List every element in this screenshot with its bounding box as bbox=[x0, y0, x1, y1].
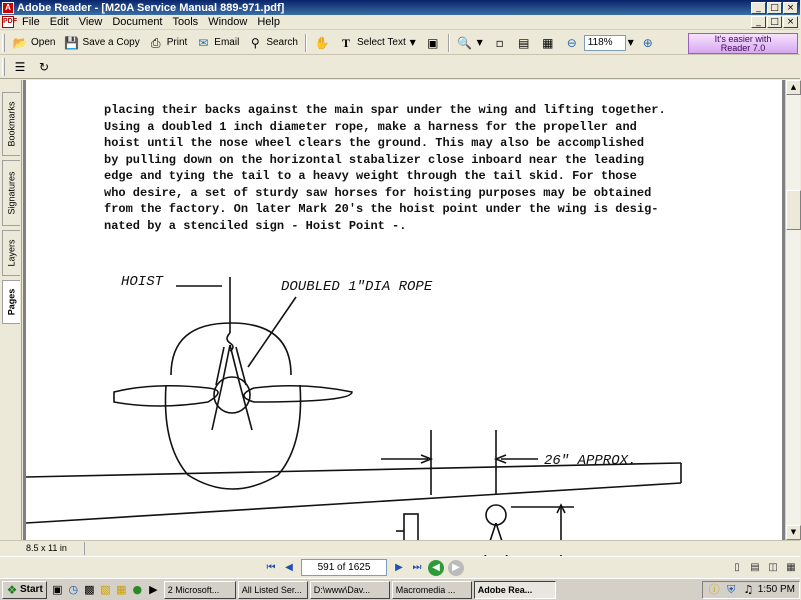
clock: 1:50 PM bbox=[757, 584, 795, 595]
pdf-document-icon[interactable]: PDF bbox=[2, 16, 14, 28]
menu-window[interactable]: Window bbox=[208, 16, 248, 28]
actual-size-button[interactable] bbox=[488, 33, 512, 53]
start-button[interactable] bbox=[2, 581, 47, 599]
explorer-icon[interactable]: ▦ bbox=[116, 583, 127, 596]
promo-line-2: Reader 7.0 bbox=[720, 43, 766, 53]
tab-bookmarks[interactable] bbox=[2, 92, 20, 156]
shield-icon[interactable]: ⛨ bbox=[727, 583, 736, 596]
page-layout-button[interactable] bbox=[8, 57, 32, 77]
select-text-label: Select Text bbox=[357, 37, 406, 48]
fit-width-button[interactable] bbox=[536, 33, 560, 53]
desktop-icon[interactable]: ▣ bbox=[52, 583, 63, 596]
menu-view[interactable]: View bbox=[78, 16, 103, 28]
media-icon[interactable]: ▶ bbox=[149, 583, 158, 596]
doc-minimize-button[interactable]: _ bbox=[751, 16, 766, 28]
text-line: placing their backs against the main spar under the wing and lifting together. bbox=[104, 103, 666, 117]
task-all-listed[interactable]: All Listed Ser... bbox=[238, 581, 308, 599]
continuous-page-icon[interactable]: ▤ bbox=[750, 561, 760, 573]
title-bar bbox=[0, 0, 800, 15]
go-back-icon[interactable]: ◀ bbox=[428, 560, 444, 576]
doc-restore-button[interactable]: □ bbox=[767, 16, 782, 28]
menu-document[interactable]: Document bbox=[112, 16, 163, 28]
zoom-out-icon: ⊖ bbox=[566, 35, 577, 50]
zoom-out-button[interactable] bbox=[560, 33, 584, 53]
page-layout-icon: ☰ bbox=[14, 59, 26, 74]
scroll-thumb[interactable] bbox=[786, 190, 801, 230]
windows-taskbar bbox=[0, 578, 800, 600]
toolbar-grip[interactable] bbox=[2, 58, 5, 76]
close-button[interactable]: × bbox=[783, 2, 798, 14]
pdf-page bbox=[26, 80, 782, 540]
text-cursor-icon: T bbox=[341, 35, 350, 50]
page-body-text bbox=[104, 102, 704, 234]
search-button[interactable] bbox=[243, 33, 302, 53]
menu-tools[interactable]: Tools bbox=[172, 16, 199, 28]
task-adobe-reader[interactable]: Adobe Rea... bbox=[474, 581, 556, 599]
doc-close-button[interactable]: × bbox=[783, 16, 798, 28]
tab-bookmarks-label: Bookmarks bbox=[6, 101, 17, 147]
text-line: hoist until the nose wheel clears the ground. This may also be accomplished bbox=[104, 136, 645, 150]
menu-edit[interactable]: Edit bbox=[49, 16, 69, 28]
text-line: by pulling down on the horizontal stabalizer close inboard near the leading bbox=[104, 152, 645, 167]
scroll-down-icon[interactable]: ▼ bbox=[786, 525, 801, 540]
toolbar-grip[interactable] bbox=[2, 34, 5, 52]
zoom-level-input[interactable]: 118% bbox=[584, 35, 626, 51]
toolbar-separator bbox=[305, 34, 307, 52]
label-hoist: HOIST bbox=[121, 274, 164, 290]
print-button[interactable] bbox=[144, 33, 192, 53]
rotate-view-button[interactable] bbox=[32, 57, 56, 77]
tab-pages[interactable] bbox=[2, 280, 20, 324]
page-number-field[interactable]: 591 of 1625 bbox=[301, 559, 387, 576]
folder-icon[interactable]: ▧ bbox=[100, 583, 111, 596]
text-line: nated by a stenciled sign - Hoist Point -. bbox=[104, 218, 407, 233]
tab-layers-label: Layers bbox=[6, 239, 17, 267]
menu-bar bbox=[0, 15, 800, 30]
snapshot-button[interactable] bbox=[421, 33, 445, 53]
toolbar-separator bbox=[448, 34, 450, 52]
open-button[interactable] bbox=[8, 33, 59, 53]
page-actual-size-icon: ▫ bbox=[495, 35, 504, 50]
maximize-button[interactable]: □ bbox=[767, 2, 782, 14]
go-forward-icon[interactable]: ▶ bbox=[448, 560, 464, 576]
page-navigation-bar bbox=[0, 556, 800, 578]
browser-icon[interactable]: ◷ bbox=[68, 583, 79, 596]
volume-icon[interactable]: ♫ bbox=[743, 583, 754, 596]
secondary-toolbar bbox=[0, 55, 800, 79]
email-label: Email bbox=[214, 37, 240, 48]
email-button[interactable] bbox=[191, 33, 243, 53]
window-title: Adobe Reader - [M20A Service Manual 889-971.pdf] bbox=[17, 1, 285, 14]
page-fit-icon: ▤ bbox=[518, 35, 530, 50]
camera-icon: ▣ bbox=[427, 35, 439, 50]
system-tray bbox=[702, 581, 800, 599]
label-rope: DOUBLED 1"DIA ROPE bbox=[281, 279, 433, 295]
print-label: Print bbox=[166, 37, 188, 48]
windows-logo-icon: ❖ bbox=[6, 582, 18, 597]
page-size-label: 8.5 x 11 in bbox=[0, 542, 85, 555]
save-copy-button[interactable] bbox=[59, 33, 143, 53]
hoisting-diagram bbox=[26, 255, 782, 540]
rotate-icon: ↻ bbox=[38, 59, 50, 74]
binoculars-icon: ⚲ bbox=[250, 35, 260, 50]
text-line: who desire, a set of sturdy saw horses for hoisting purposes may be obtained bbox=[104, 185, 652, 200]
text-line: Using a doubled 1 inch diameter rope, make a harness for the propeller and bbox=[104, 119, 637, 134]
search-label: Search bbox=[266, 37, 298, 48]
select-text-button[interactable] bbox=[334, 33, 421, 53]
quick-launch bbox=[50, 582, 161, 597]
folder-open-icon: 📂 bbox=[12, 35, 28, 50]
first-page-icon[interactable]: ⏮ bbox=[266, 561, 276, 573]
hand-icon: ✋ bbox=[314, 35, 330, 50]
floppy-disk-icon: 💾 bbox=[63, 35, 79, 50]
vertical-scrollbar[interactable] bbox=[785, 80, 800, 540]
info-icon[interactable]: ⓘ bbox=[708, 583, 720, 596]
dropdown-arrow-icon[interactable]: ▼ bbox=[409, 37, 416, 47]
task-macromedia[interactable]: Macromedia ... bbox=[392, 581, 472, 599]
zoom-tool-button[interactable] bbox=[453, 33, 488, 53]
tab-signatures-label: Signatures bbox=[6, 171, 17, 215]
save-copy-label: Save a Copy bbox=[82, 37, 140, 48]
task-microsoft[interactable]: 2 Microsoft... bbox=[164, 581, 236, 599]
facing-pages-icon[interactable]: ◫ bbox=[768, 561, 778, 573]
zoom-in-button[interactable] bbox=[636, 33, 660, 53]
zoom-dropdown-icon[interactable]: ▼ bbox=[627, 37, 634, 47]
printer-icon: ⎙ bbox=[150, 35, 161, 50]
main-toolbar bbox=[0, 31, 800, 55]
adobe-reader-icon: A bbox=[2, 2, 14, 14]
minimize-button[interactable]: _ bbox=[751, 2, 766, 14]
scroll-up-icon[interactable]: ▲ bbox=[786, 80, 801, 95]
page-fit-width-icon: ▦ bbox=[542, 35, 554, 50]
page-size-strip bbox=[0, 540, 800, 555]
previous-page-icon[interactable]: ◀ bbox=[285, 561, 293, 573]
dreamweaver-icon[interactable]: ● bbox=[132, 583, 143, 596]
single-page-icon[interactable]: ▯ bbox=[734, 561, 740, 573]
menu-file[interactable]: File bbox=[22, 16, 40, 28]
tab-signatures[interactable] bbox=[2, 160, 20, 226]
reader-upgrade-banner[interactable] bbox=[688, 33, 798, 54]
text-line: from the factory. On later Mark 20's the hoist point under the wing is desig- bbox=[104, 202, 659, 216]
navigation-pane-tabs bbox=[0, 80, 22, 540]
hand-tool-button[interactable] bbox=[310, 33, 334, 53]
last-page-icon[interactable]: ⏭ bbox=[412, 561, 422, 573]
label-26-approx: 26" APPROX. bbox=[544, 453, 637, 469]
app-icon[interactable]: ▩ bbox=[84, 583, 95, 596]
tab-layers[interactable] bbox=[2, 230, 20, 276]
magnifier-icon: 🔍 bbox=[457, 35, 473, 50]
open-label: Open bbox=[31, 37, 56, 48]
dropdown-arrow-icon[interactable]: ▼ bbox=[476, 37, 483, 47]
next-page-icon[interactable]: ▶ bbox=[395, 561, 403, 573]
start-label: Start bbox=[20, 584, 43, 595]
text-line: edge and tying the tail to a heavy weight through the tail skid. For those bbox=[104, 169, 637, 183]
continuous-facing-icon[interactable]: ▦ bbox=[786, 561, 796, 573]
task-explorer[interactable]: D:\www\Dav... bbox=[310, 581, 390, 599]
promo-line-1: It's easier with bbox=[714, 34, 772, 44]
document-viewport[interactable] bbox=[23, 80, 785, 540]
fit-page-button[interactable] bbox=[512, 33, 536, 53]
tab-pages-label: Pages bbox=[6, 288, 17, 316]
email-icon: ✉ bbox=[198, 35, 209, 50]
zoom-in-icon: ⊕ bbox=[642, 35, 653, 50]
menu-help[interactable]: Help bbox=[257, 16, 280, 28]
